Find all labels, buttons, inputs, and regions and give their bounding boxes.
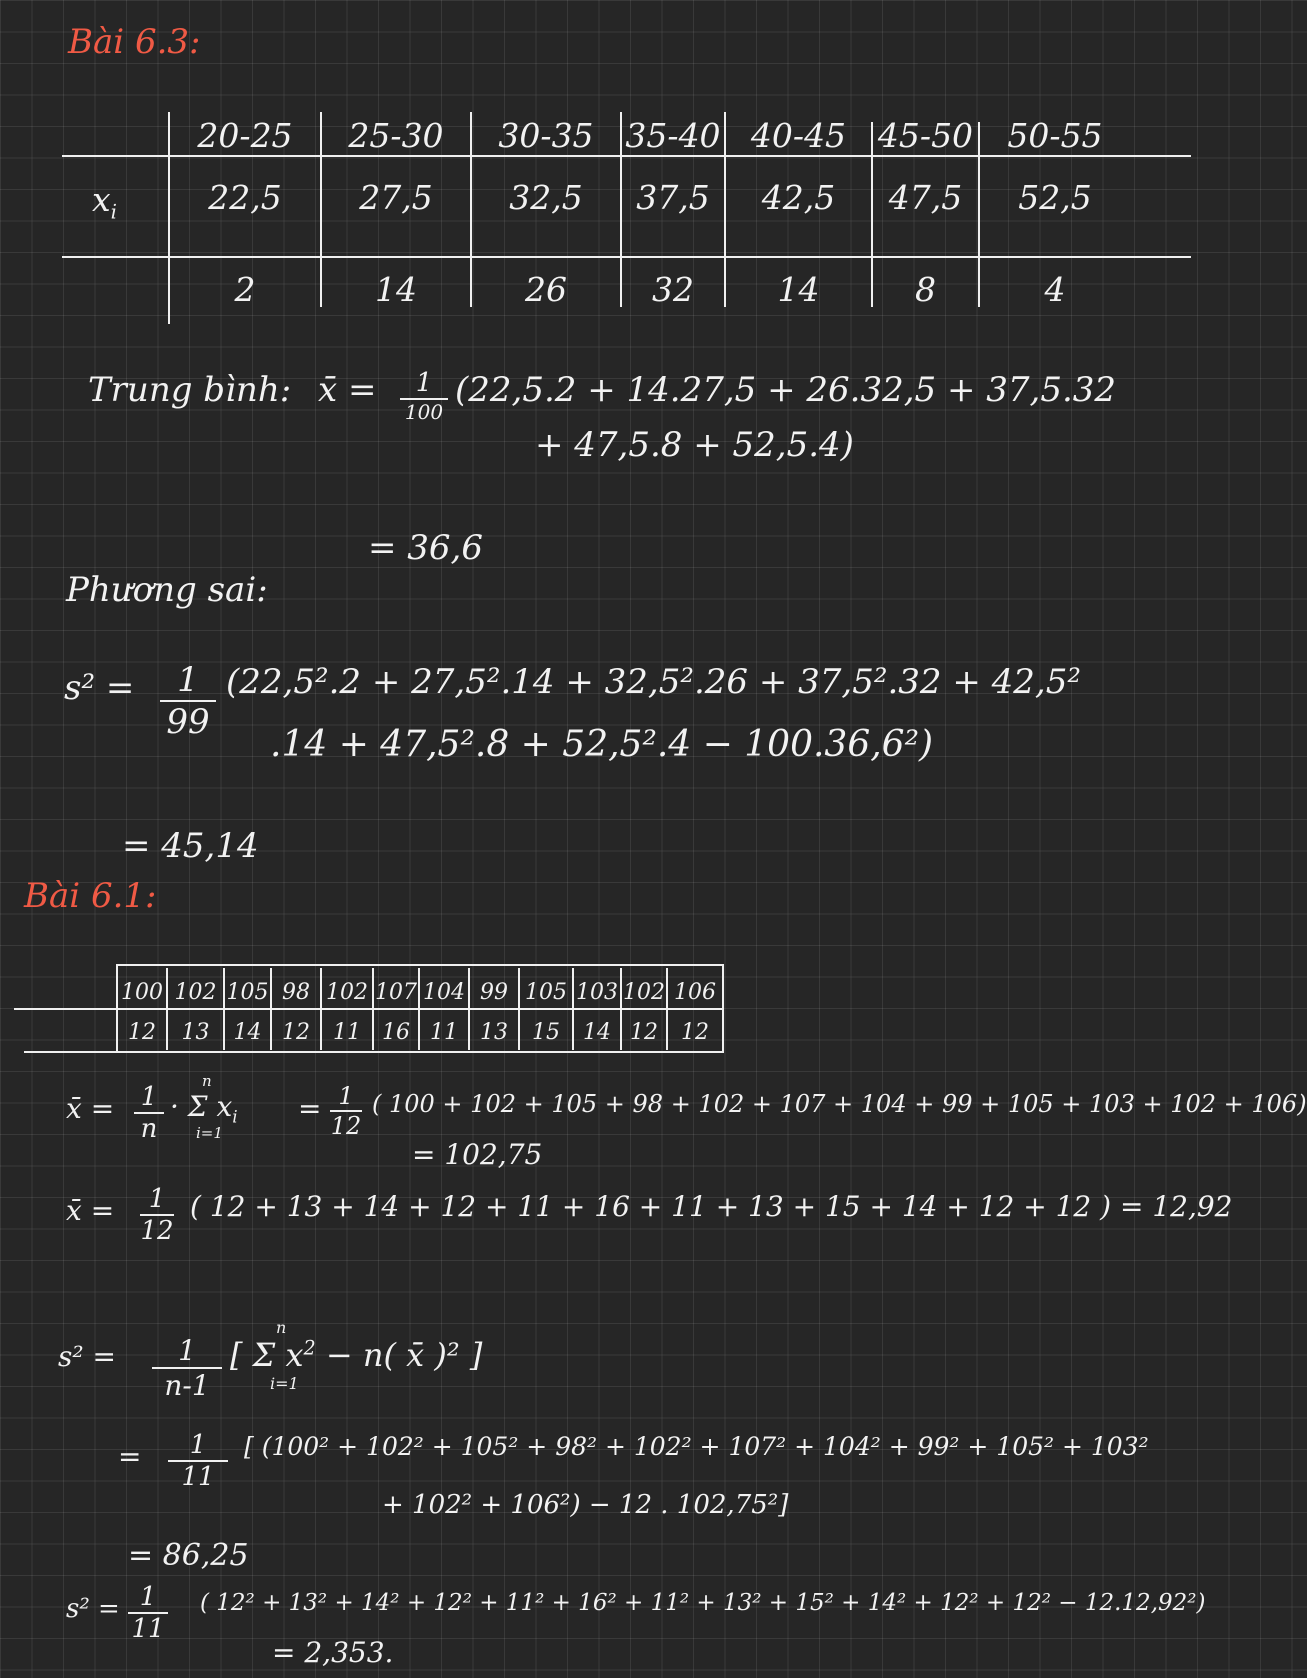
- variance-lhs: s² =: [64, 668, 135, 708]
- fraction-denominator: 12: [140, 1216, 174, 1246]
- table-rule: [722, 964, 724, 1052]
- value-cell: 107: [375, 980, 417, 1005]
- mean2-lhs: x̄ =: [66, 1194, 115, 1227]
- sum-lower-limit: i=1: [196, 1124, 223, 1142]
- value-cell: 12: [681, 1020, 709, 1045]
- value-cell: 98: [282, 980, 310, 1005]
- value-cell: 102: [174, 980, 217, 1005]
- xi-cell: 32,5: [509, 178, 583, 217]
- sum-upper-limit: n: [276, 1318, 287, 1337]
- variance-label: Phương sai:: [66, 570, 268, 610]
- value-cell: 105: [226, 980, 269, 1005]
- fraction-denominator: n-1: [164, 1369, 210, 1402]
- fraction: [400, 368, 448, 424]
- fraction-numerator: 1: [148, 1184, 166, 1214]
- xi-label: $x_i$: [92, 180, 117, 224]
- variance2-result: = 2,353.: [272, 1636, 394, 1669]
- xi-cell: 47,5: [888, 178, 963, 217]
- fraction-numerator: 1: [189, 1430, 207, 1460]
- fraction-numerator: 1: [178, 1334, 196, 1367]
- ni-cell: 4: [1044, 270, 1066, 309]
- ni-cell: 2: [234, 270, 256, 309]
- variance2-lhs: s² =: [66, 1594, 120, 1624]
- variance1-equals: =: [118, 1440, 142, 1473]
- fraction-denominator: 99: [166, 702, 210, 742]
- interval-cell: 45-50: [877, 116, 974, 155]
- table-rule: [14, 1008, 724, 1010]
- xi-cell: 22,5: [208, 178, 282, 217]
- value-cell: 12: [282, 1020, 310, 1045]
- value-cell: 100: [121, 980, 163, 1005]
- value-cell: 15: [532, 1020, 560, 1045]
- mean1-expression: ( 100 + 102 + 105 + 98 + 102 + 107 + 104 + 99 + 105 + 103 + 102 + 106): [372, 1090, 1307, 1118]
- ni-cell: 32: [652, 270, 694, 309]
- variance1-expression-line1: [ (100² + 102² + 105² + 98² + 102² + 107² + 104² + 99² + 105² + 103²: [244, 1432, 1149, 1461]
- ni-cell: 14: [375, 270, 417, 309]
- value-cell: 14: [583, 1020, 611, 1045]
- variance1-expression-line2: + 102² + 106²) − 12 . 102,75²]: [382, 1490, 789, 1520]
- xi-cell: 42,5: [761, 178, 836, 217]
- mean2-expression: ( 12 + 13 + 14 + 12 + 11 + 16 + 11 + 13 + 15 + 14 + 12 + 12 ) = 12,92: [190, 1190, 1233, 1223]
- value-cell: 103: [576, 980, 618, 1005]
- value-cell: 11: [333, 1020, 361, 1045]
- variance-result: = 45,14: [122, 826, 259, 866]
- variance2-expression: ( 12² + 13² + 14² + 12² + 11² + 16² + 11² + 13² + 15² + 14² + 12² + 12² − 12.12,92²): [200, 1590, 1206, 1616]
- value-cell: 105: [525, 980, 567, 1005]
- table-rule: [62, 155, 1191, 157]
- table-rule: [116, 964, 724, 966]
- mean-expression-line1: (22,5.2 + 14.27,5 + 26.32,5 + 37,5.32: [455, 370, 1117, 410]
- xi-cell: 27,5: [359, 178, 433, 217]
- xi-cell: 37,5: [636, 178, 710, 217]
- table-rule: [24, 1051, 724, 1053]
- value-cell: 12: [128, 1020, 156, 1045]
- mean-result: = 36,6: [368, 528, 483, 568]
- fraction-numerator: 1: [338, 1082, 354, 1110]
- interval-cell: 35-40: [625, 116, 721, 155]
- fraction-numerator: 1: [140, 1082, 158, 1112]
- value-cell: 11: [430, 1020, 458, 1045]
- exercise-6-3-title: Bài 6.3:: [68, 22, 201, 62]
- value-cell: 13: [181, 1020, 210, 1045]
- value-cell: 104: [423, 980, 465, 1005]
- value-cell: 13: [480, 1020, 508, 1045]
- table-rule: [62, 256, 1191, 258]
- mean1-result: = 102,75: [412, 1138, 543, 1171]
- sum-upper-limit: n: [202, 1072, 212, 1090]
- fraction: [134, 1082, 164, 1144]
- xi-cell: 52,5: [1018, 178, 1092, 217]
- fraction: [140, 1184, 174, 1246]
- fraction-denominator: 100: [404, 400, 444, 424]
- value-cell: 106: [674, 980, 716, 1005]
- variance-formula-lhs: s² =: [58, 1340, 116, 1373]
- variance-formula-body: [ Σ $x^2 - n$( x̄ )² ]: [230, 1336, 483, 1374]
- mean1-lhs: x̄ =: [66, 1092, 115, 1125]
- ni-cell: 26: [525, 270, 567, 309]
- fraction-numerator: 1: [177, 660, 199, 700]
- fraction-denominator: 11: [181, 1462, 215, 1492]
- variance-expression-line2: .14 + 47,5².8 + 52,5².4 − 100.36,6²): [270, 724, 934, 765]
- mean-expression-line2: + 47,5.8 + 52,5.4): [535, 425, 854, 465]
- fraction: [168, 1430, 228, 1492]
- sum-lower-limit: i=1: [270, 1374, 299, 1393]
- ni-cell: 14: [777, 270, 820, 309]
- fraction-denominator: 11: [131, 1614, 165, 1644]
- value-cell: 102: [623, 980, 665, 1005]
- ni-cell: 8: [915, 270, 936, 309]
- fraction-denominator: n: [140, 1114, 158, 1144]
- fraction: [160, 660, 216, 742]
- interval-cell: 25-30: [348, 116, 444, 155]
- value-cell: 14: [233, 1020, 262, 1045]
- fraction: [152, 1334, 222, 1402]
- sum-expression: · Σ $x_i$: [170, 1090, 238, 1127]
- value-cell: 16: [382, 1020, 410, 1045]
- interval-cell: 20-25: [197, 116, 293, 155]
- mean-label: Trung bình:: [88, 370, 292, 410]
- fraction: [330, 1082, 362, 1140]
- fraction-numerator: 1: [139, 1582, 157, 1612]
- interval-cell: 30-35: [498, 116, 594, 155]
- value-cell: 12: [630, 1020, 658, 1045]
- fraction-numerator: 1: [415, 368, 433, 398]
- exercise-6-1-title: Bài 6.1:: [24, 876, 157, 916]
- variance1-result: = 86,25: [128, 1538, 249, 1573]
- mean-lhs: x̄ =: [318, 370, 377, 410]
- value-cell: 102: [326, 980, 368, 1005]
- equals-sign: =: [298, 1092, 322, 1125]
- fraction-denominator: 12: [330, 1112, 362, 1140]
- variance-expression-line1: (22,5².2 + 27,5².14 + 32,5².26 + 37,5².32 + 42,5²: [226, 662, 1081, 702]
- fraction: [128, 1582, 168, 1644]
- interval-cell: 50-55: [1007, 116, 1103, 155]
- interval-cell: 40-45: [750, 116, 847, 155]
- value-cell: 99: [480, 980, 508, 1005]
